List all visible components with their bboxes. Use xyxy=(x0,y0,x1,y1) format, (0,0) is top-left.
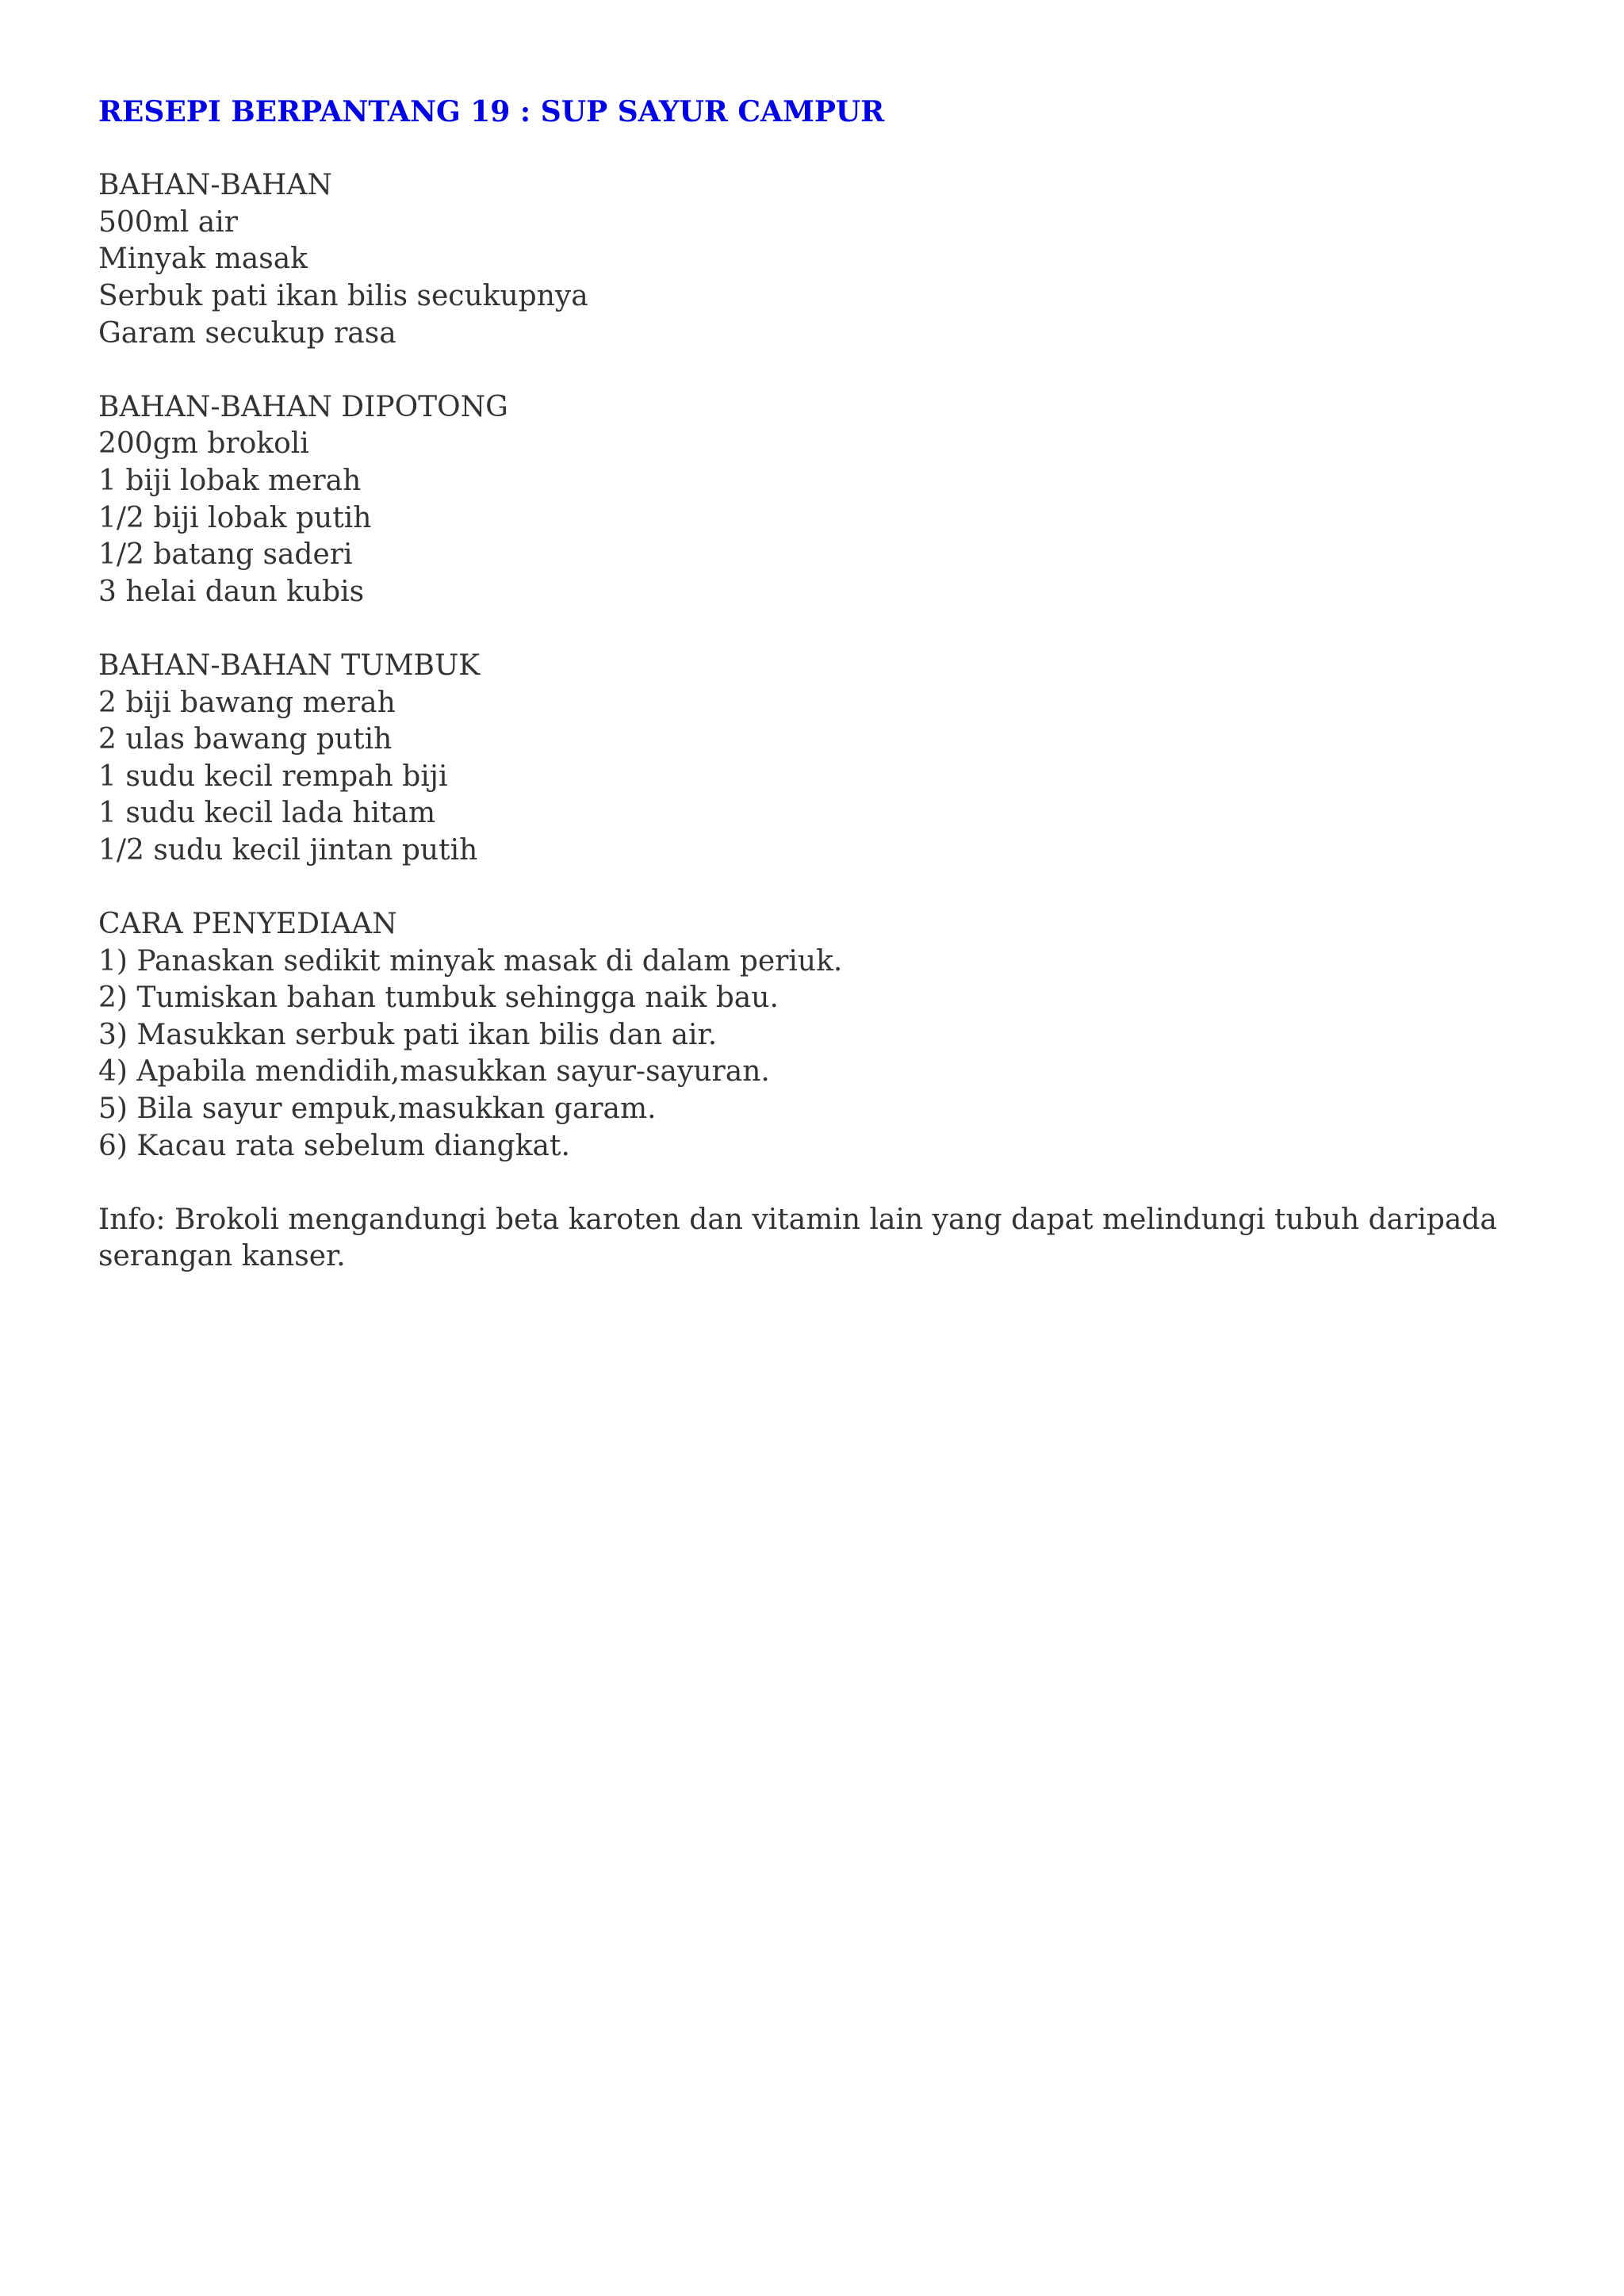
step-line: 6) Kacau rata sebelum diangkat. xyxy=(98,1129,570,1162)
step-line: 1) Panaskan sedikit minyak masak di dalam periuk. xyxy=(98,944,843,978)
recipe-content xyxy=(98,94,1542,1304)
ingredient-line: 200gm brokoli xyxy=(98,427,309,461)
section-bahan-dipotong xyxy=(98,389,1542,611)
step-line: 2) Tumiskan bahan tumbuk sehingga naik bau. xyxy=(98,982,779,1015)
section-heading: BAHAN-BAHAN DIPOTONG xyxy=(98,390,508,423)
ingredient-line: 3 helai daun kubis xyxy=(98,575,365,608)
info-paragraph: Info: Brokoli mengandungi beta karoten dan vitamin lain yang dapat melindungi tubuh daripada serangan kanser. xyxy=(98,1203,1497,1273)
ingredient-line: Garam secukup rasa xyxy=(98,316,396,350)
ingredient-line: 1/2 biji lobak putih xyxy=(98,501,372,534)
ingredient-line: Minyak masak xyxy=(98,243,308,276)
ingredient-line: 1 sudu kecil lada hitam xyxy=(98,797,436,830)
recipe-title: RESEPI BERPANTANG 19 : SUP SAYUR CAMPUR xyxy=(98,95,885,128)
section-bahan-tumbuk xyxy=(98,648,1542,870)
step-line: 5) Bila sayur empuk,masukkan garam. xyxy=(98,1093,657,1126)
section-heading: BAHAN-BAHAN TUMBUK xyxy=(98,649,481,682)
section-heading: CARA PENYEDIAAN xyxy=(98,908,397,941)
section-heading: BAHAN-BAHAN xyxy=(98,169,332,202)
ingredient-line: 1 sudu kecil rempah biji xyxy=(98,760,448,793)
ingredient-line: 2 ulas bawang putih xyxy=(98,723,393,756)
ingredient-line: 1 biji lobak merah xyxy=(98,464,362,497)
section-cara-penyediaan xyxy=(98,906,1542,1165)
section-bahan-bahan xyxy=(98,167,1542,352)
step-line: 3) Masukkan serbuk pati ikan bilis dan air. xyxy=(98,1018,718,1051)
ingredient-line: 500ml air xyxy=(98,205,238,239)
ingredient-line: 1/2 sudu kecil jintan putih xyxy=(98,833,478,867)
ingredient-line: Serbuk pati ikan bilis secukupnya xyxy=(98,279,588,312)
ingredient-line: 2 biji bawang merah xyxy=(98,686,396,719)
ingredient-line: 1/2 batang saderi xyxy=(98,538,353,572)
step-line: 4) Apabila mendidih,masukkan sayur-sayuran. xyxy=(98,1055,770,1089)
